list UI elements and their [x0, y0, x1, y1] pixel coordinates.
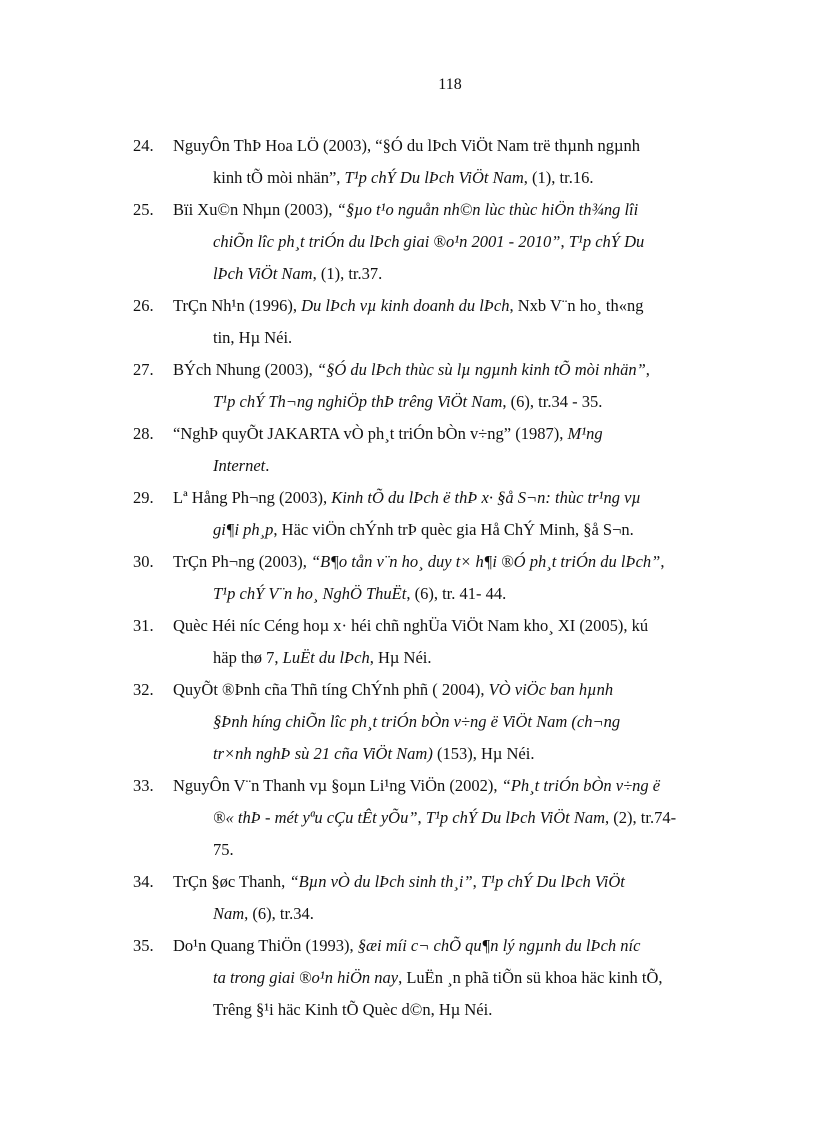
- reference-plain-text: häp thø 7,: [213, 648, 283, 667]
- reference-item: [133, 482, 741, 546]
- reference-line: [173, 610, 741, 642]
- reference-line: [173, 930, 741, 962]
- reference-line: [173, 642, 741, 674]
- reference-line: [173, 578, 741, 610]
- reference-italic-text: M¹ng: [567, 424, 603, 443]
- reference-list: [133, 130, 741, 1026]
- reference-line: [173, 546, 741, 578]
- reference-text: [133, 418, 741, 482]
- reference-line: [173, 834, 741, 866]
- reference-plain-text: Bïi Xu©n Nhµn (2003),: [173, 200, 337, 219]
- reference-line: [173, 418, 741, 450]
- reference-plain-text: , (6), tr.34.: [244, 904, 314, 923]
- reference-line: [173, 866, 741, 898]
- reference-italic-text: T¹p chÝ Du: [568, 232, 645, 251]
- reference-italic-text: §Þnh híng chiÕn lîc ph¸t triÓn bÒn v÷ng ë ViÖt Nam (ch¬ng: [213, 712, 621, 731]
- reference-plain-text: , (2), tr.74-: [605, 808, 677, 827]
- reference-italic-text: T¹p chÝ Th¬ng nghiÖp thÞ trêng ViÖt Nam: [213, 392, 503, 411]
- reference-item: [133, 546, 741, 610]
- reference-item: [133, 674, 741, 770]
- reference-text: [133, 546, 741, 610]
- reference-italic-text: lÞch ViÖt Nam: [213, 264, 313, 283]
- reference-plain-text: TrÇn §øc Thanh,: [173, 872, 290, 891]
- reference-line: [173, 962, 741, 994]
- reference-line: [173, 162, 741, 194]
- reference-line: [173, 386, 741, 418]
- reference-item: [133, 354, 741, 418]
- reference-plain-text: ,: [417, 808, 426, 827]
- reference-text: [133, 930, 741, 1026]
- reference-line: [173, 898, 741, 930]
- reference-number: 35.: [133, 936, 154, 955]
- reference-italic-text: T¹p chÝ Du lÞch ViÖt Nam: [344, 168, 524, 187]
- reference-italic-text: gi¶i ph¸p: [213, 520, 274, 539]
- reference-number: 25.: [133, 200, 154, 219]
- reference-italic-text: T¹p chÝ V¨n ho¸ NghÖ ThuËt: [213, 584, 407, 603]
- reference-italic-text: Kinh tÕ du lÞch ë thÞ x· §å S¬n: thùc tr¹ng vµ: [331, 488, 641, 507]
- reference-line: [173, 258, 741, 290]
- reference-line: [173, 994, 741, 1026]
- reference-line: [173, 322, 741, 354]
- reference-plain-text: TrÇn Ph¬ng (2003),: [173, 552, 311, 571]
- reference-plain-text: ,: [645, 360, 650, 379]
- reference-italic-text: “Ph¸t triÓn bÒn v÷ng ë: [501, 776, 661, 795]
- reference-plain-text: 75.: [213, 840, 234, 859]
- reference-plain-text: Quèc Héi níc Céng hoµ x· héi chñ nghÜa ViÖt Nam kho¸ XI (2005), kú: [173, 616, 649, 635]
- reference-plain-text: ,: [560, 232, 569, 251]
- reference-text: [133, 674, 741, 770]
- reference-italic-text: “Bµn vÒ du lÞch sinh th¸i”: [289, 872, 473, 891]
- reference-italic-text: VÒ viÖc ban hµnh: [488, 680, 614, 699]
- reference-item: [133, 866, 741, 930]
- reference-text: [133, 866, 741, 930]
- reference-line: [173, 802, 741, 834]
- reference-italic-text: Internet: [213, 456, 266, 475]
- reference-number: 33.: [133, 776, 154, 795]
- reference-line: [173, 290, 741, 322]
- reference-italic-text: §æi míi c¬ chÕ qu¶n lý ngµnh du lÞch níc: [357, 936, 641, 955]
- reference-plain-text: , LuËn ¸n phã tiÕn sü khoa häc kinh tÕ,: [398, 968, 663, 987]
- reference-line: [173, 770, 741, 802]
- reference-item: [133, 290, 741, 354]
- reference-italic-text: “§µo t¹o nguån nh©n lùc thùc hiÖn th¾ng lîi: [336, 200, 639, 219]
- reference-plain-text: BÝch Nhung (2003),: [173, 360, 317, 379]
- reference-italic-text: LuËt du lÞch: [282, 648, 370, 667]
- reference-line: [173, 738, 741, 770]
- reference-text: [133, 354, 741, 418]
- reference-number: 26.: [133, 296, 154, 315]
- reference-italic-text: tr×nh nghÞ sù 21 cña ViÖt Nam): [213, 744, 433, 763]
- reference-number: 32.: [133, 680, 154, 699]
- reference-plain-text: “NghÞ quyÕt JAKARTA vÒ ph¸t triÓn bÒn v÷ng” (1987),: [173, 424, 568, 443]
- reference-italic-text: ®« thÞ - mét yªu cÇu tÊt yÕu”: [213, 808, 418, 827]
- reference-plain-text: , Nxb V¨n ho¸ th«ng: [509, 296, 644, 315]
- reference-italic-text: “B¶o tån v¨n ho¸ duy t× h¶i ®Ó ph¸t triÓn du lÞch”: [310, 552, 661, 571]
- reference-number: 34.: [133, 872, 154, 891]
- reference-plain-text: (153), Hµ Néi.: [432, 744, 535, 763]
- reference-item: [133, 130, 741, 194]
- reference-item: [133, 418, 741, 482]
- reference-line: [173, 482, 741, 514]
- reference-plain-text: , (6), tr. 41- 44.: [406, 584, 507, 603]
- reference-plain-text: NguyÔn ThÞ Hoa LÖ (2003), “§Ó du lÞch ViÖt Nam trë thµnh ngµnh: [173, 136, 640, 155]
- reference-number: 30.: [133, 552, 154, 571]
- reference-plain-text: Do¹n Quang ThiÖn (1993),: [173, 936, 358, 955]
- reference-text: [133, 290, 741, 354]
- reference-plain-text: Lª Hång Ph¬ng (2003),: [173, 488, 332, 507]
- reference-number: 31.: [133, 616, 154, 635]
- reference-line: [173, 354, 741, 386]
- reference-line: [173, 194, 741, 226]
- reference-text: [133, 130, 741, 194]
- reference-plain-text: tin, Hµ Néi.: [213, 328, 293, 347]
- reference-line: [173, 706, 741, 738]
- reference-plain-text: kinh tÕ mòi nhän”,: [213, 168, 345, 187]
- reference-plain-text: ,: [472, 872, 481, 891]
- reference-line: [173, 674, 741, 706]
- reference-text: [133, 482, 741, 546]
- reference-plain-text: TrÇn Nh¹n (1996),: [173, 296, 302, 315]
- reference-plain-text: , Hµ Néi.: [369, 648, 432, 667]
- reference-number: 27.: [133, 360, 154, 379]
- reference-plain-text: , (1), tr.16.: [523, 168, 594, 187]
- reference-item: [133, 930, 741, 1026]
- reference-number: 29.: [133, 488, 154, 507]
- reference-italic-text: “§Ó du lÞch thùc sù lµ ngµnh kinh tÕ mòi nhän”: [316, 360, 646, 379]
- reference-plain-text: , (1), tr.37.: [312, 264, 383, 283]
- reference-line: [173, 514, 741, 546]
- reference-italic-text: chiÕn lîc ph¸t triÓn du lÞch giai ®o¹n 2001 - 2010”: [213, 232, 561, 251]
- reference-text: [133, 770, 741, 866]
- reference-plain-text: Trêng §¹i häc Kinh tÕ Quèc d©n, Hµ Néi.: [213, 1000, 493, 1019]
- reference-text: [133, 610, 741, 674]
- reference-italic-text: T¹p chÝ Du lÞch ViÖt: [480, 872, 625, 891]
- reference-italic-text: Du lÞch vµ kinh doanh du lÞch: [301, 296, 510, 315]
- reference-italic-text: Nam: [213, 904, 245, 923]
- reference-number: 24.: [133, 136, 154, 155]
- reference-plain-text: , Häc viÖn chÝnh trÞ quèc gia Hå ChÝ Minh, §å S¬n.: [273, 520, 634, 539]
- reference-item: [133, 770, 741, 866]
- reference-text: [133, 194, 741, 290]
- reference-italic-text: ta trong giai ®o¹n hiÖn nay: [213, 968, 399, 987]
- reference-line: [173, 226, 741, 258]
- reference-plain-text: , (6), tr.34 - 35.: [502, 392, 603, 411]
- reference-plain-text: QuyÕt ®Þnh cña Thñ tíng ChÝnh phñ ( 2004),: [173, 680, 489, 699]
- page-number: 118: [438, 76, 462, 93]
- reference-plain-text: ,: [660, 552, 665, 571]
- reference-item: [133, 610, 741, 674]
- reference-line: [173, 130, 741, 162]
- reference-italic-text: T¹p chÝ Du lÞch ViÖt Nam: [425, 808, 606, 827]
- reference-plain-text: NguyÔn V¨n Thanh vµ §oµn Li¹ng ViÖn (2002),: [173, 776, 502, 795]
- reference-number: 28.: [133, 424, 154, 443]
- reference-plain-text: .: [265, 456, 270, 475]
- reference-item: [133, 194, 741, 290]
- reference-line: [173, 450, 741, 482]
